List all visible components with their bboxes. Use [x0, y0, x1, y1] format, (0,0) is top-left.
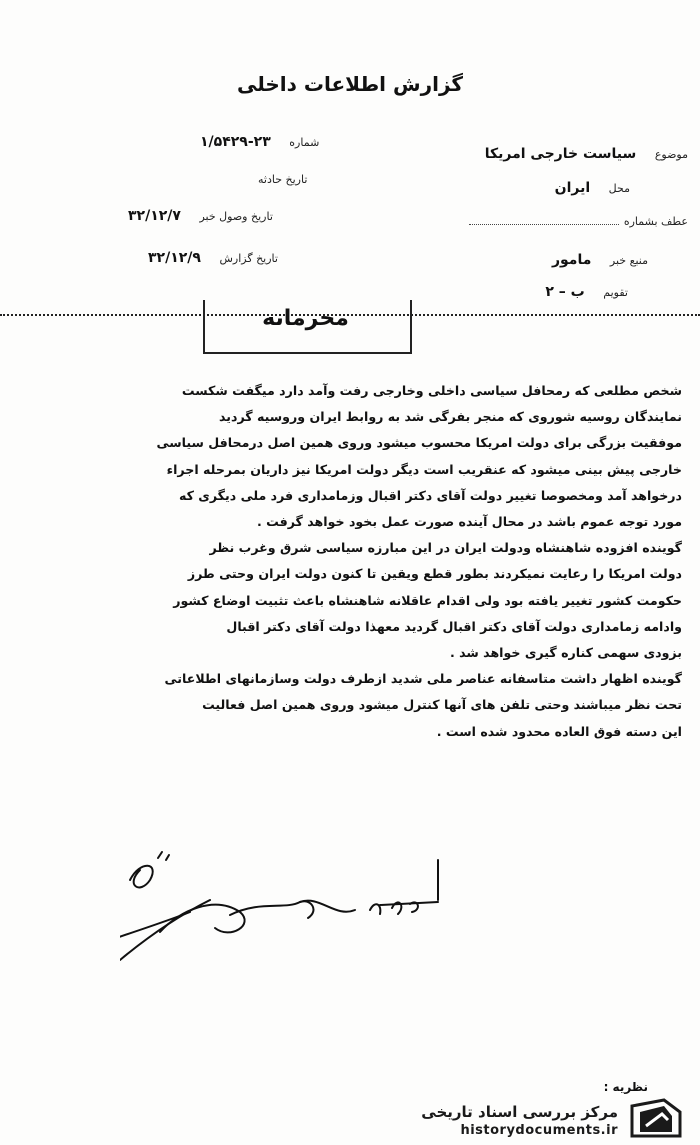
body-line: گوینده افزوده شاهنشاه ودولت ایران در این مبارزه سیاسی شرق وغرب نظر — [209, 540, 682, 556]
place-value: ایران — [554, 180, 591, 196]
report-date-value: ۳۲/۱۲/۹ — [148, 250, 201, 266]
body-line: گوینده اظهار داشت متاسفانه عناصر ملی شدید ازطرف دولت وسازمانهای اطلاعاتی — [164, 671, 682, 687]
body-line: این دسته فوق العاده محدود شده است . — [436, 723, 682, 739]
body-line: موفقیت بزرگی برای دولت امریکا محسوب میشود وروی همین اصل درمحافل سیاسی — [156, 435, 682, 451]
event-date-label: تاریخ حادثه — [258, 173, 308, 186]
received-date-label: تاریخ وصول خبر — [199, 210, 273, 223]
body-line: خارجی پیش بینی میشود که عنقریب است دیگر دولت امریکا نیز داریان بمرحله اجراء — [166, 461, 682, 477]
received-date-field — [128, 208, 273, 224]
body-line: وادامه زمامداری دولت آقای دکتر اقبال گردید معهذا دولت آقای دکتر اقبال — [226, 618, 682, 634]
body-line: درخواهد آمد ومخصوصا تغییر دولت آقای دکتر اقبال وزمامداری فرد ملی دیگری که — [178, 487, 682, 503]
source-label: منبع خبر — [609, 254, 648, 267]
document-title: گزارش اطلاعات داخلی — [236, 72, 464, 96]
body-line: بزودی سهمی کناره گیری خواهد شد . — [449, 645, 682, 661]
attachment-label: عطف بشماره — [623, 215, 688, 228]
body-line: مورد توجه عموم باشد در محال آینده صورت عمل بخود خواهد گرفت . — [256, 514, 682, 530]
rating-field — [545, 284, 628, 300]
subject-field — [485, 146, 688, 162]
watermark-org-name: مرکز بررسی اسناد تاریخی — [421, 1103, 618, 1121]
document-body — [20, 378, 682, 745]
body-line: حکومت کشور تغییر یافته بود ولی اقدام عاقلانه شاهنشاه باعث تثبیت اوضاع کشور — [173, 592, 682, 608]
report-date-label: تاریخ گزارش — [219, 252, 278, 265]
attachment-blank — [469, 224, 619, 225]
archive-logo-icon — [624, 1096, 688, 1142]
event-date-field — [258, 172, 307, 187]
subject-value: سیاست خارجی امریکا — [484, 146, 637, 162]
classification-stamp: محرمانه — [262, 306, 349, 331]
rating-value: ب – ۲ — [545, 284, 585, 300]
signature-strokes — [120, 852, 438, 960]
number-label: شماره — [289, 136, 320, 149]
opinion-label: نظریه : — [603, 1080, 648, 1094]
subject-label: موضوع — [654, 148, 688, 161]
rating-label: تقویم — [603, 286, 628, 299]
source-field — [552, 252, 648, 268]
handwritten-signature — [120, 840, 440, 970]
number-value: ۲۳-۱/۵۴۲۹ — [200, 134, 271, 150]
body-line: تحت نظر میباشند وحتی تلفن های آنها کنترل میشود وروی همین اصل فعالیت — [202, 697, 682, 713]
report-date-field — [148, 250, 278, 266]
place-label: محل — [608, 182, 630, 195]
watermark-website: historydocuments.ir — [460, 1123, 618, 1138]
source-value: مامور — [551, 252, 592, 268]
number-field — [200, 134, 319, 150]
body-line: دولت امریکا را رعایت نمیکردند بطور قطع ویقین تا کنون دولت ایران وحتی طرز — [187, 566, 682, 582]
place-field — [555, 180, 630, 196]
body-line: شخص مطلعی که رمحافل سیاسی داخلی وخارجی رفت وآمد دارد میگفت شکست — [181, 383, 682, 398]
received-date-value: ۳۲/۱۲/۷ — [128, 208, 181, 224]
attachment-field — [469, 214, 688, 229]
body-line: نمایندگان روسیه شوروی که منجر بفرگی شد به روابط ایران وروسیه گردید — [219, 409, 682, 425]
